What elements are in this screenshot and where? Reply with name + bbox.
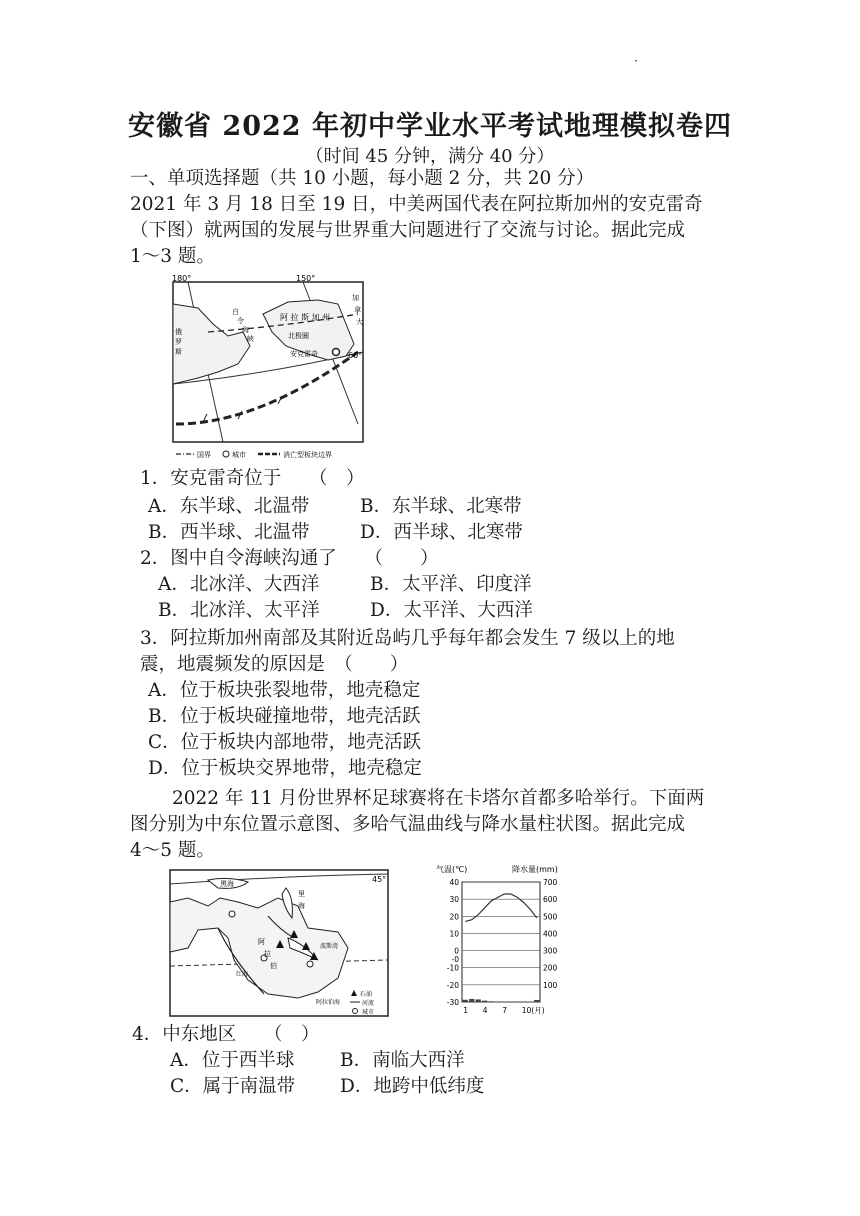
legend-river: 河流 — [362, 1000, 375, 1007]
q3-option-a[interactable]: A．位于板块张裂地带，地壳稳定 — [148, 680, 421, 701]
q1-stem: 1．安克雷奇位于 （ ） — [140, 468, 365, 489]
legend-plate-boundary: 消亡型板块边界 — [283, 451, 332, 459]
label-arabia-1: 阿 — [258, 938, 265, 946]
label-alaska: 阿 拉 斯 加 州 — [280, 313, 331, 322]
q3-option-d[interactable]: D．位于板块交界地带，地壳稳定 — [148, 758, 422, 779]
intro2-line-3: 4～5 题。 — [130, 840, 215, 861]
top-dot: · — [634, 54, 638, 68]
label-arabia-3: 伯 — [270, 962, 277, 970]
chart-y2label: 降水量(mm) — [512, 865, 558, 874]
chart-ylabel: 气温(℃) — [436, 865, 468, 874]
chart-ytick-label: 30 — [449, 895, 459, 905]
precip-bar — [489, 1001, 494, 1002]
label-canada-1: 加 — [352, 294, 359, 302]
lon-150-label: 150° — [296, 274, 316, 283]
label-russia-1: 俄 — [175, 328, 182, 336]
intro2-line-1: 2022 年 11 月份世界杯足球赛将在卡塔尔首都多哈举行。下面两 — [172, 788, 705, 809]
alaska-map — [168, 274, 366, 460]
intro2-line-2: 图分别为中东位置示意图、多哈气温曲线与降水量柱状图。据此完成 — [130, 814, 686, 835]
q3-option-b[interactable]: B．位于板块碰撞地带，地壳活跃 — [148, 706, 421, 727]
q4-option-d[interactable]: D．地跨中低纬度 — [340, 1076, 485, 1097]
label-arabia-2: 拉 — [264, 950, 271, 958]
lon-180-label: 180° — [172, 274, 192, 283]
chart-ytick-label: -20 — [446, 980, 459, 990]
chart-xtick-label: 1 — [463, 1006, 469, 1015]
precip-bar — [528, 1001, 533, 1002]
label-canada-2: 拿 — [354, 306, 361, 314]
chart-y2tick-label: 100 — [543, 980, 558, 990]
chart-ytick-label: -30 — [446, 998, 459, 1007]
q4-stem: 4．中东地区 （ ） — [132, 1024, 320, 1045]
chart-ytick-label: 10 — [449, 929, 459, 939]
chart-xtick-label: 7 — [502, 1006, 508, 1015]
precip-bar — [476, 999, 481, 1002]
label-strait-4: 峡 — [247, 335, 254, 343]
q4-option-b[interactable]: B．南临大西洋 — [340, 1050, 465, 1071]
page-title: 安徽省 2022 年初中学业水平考试地理模拟卷四 — [128, 111, 732, 142]
label-strait-1: 白 — [232, 308, 239, 316]
chart-ytick-label: -0 — [451, 955, 459, 965]
chart-ytick-label: 0 — [454, 946, 459, 956]
label-arctic-circle: 北极圈 — [288, 332, 309, 340]
chart-y2tick-label: 300 — [543, 946, 558, 956]
intro-line-2: （下图）就两国的发展与世界重大问题进行了交流与讨论。据此完成 — [130, 220, 686, 241]
q2-stem: 2．图中自令海峡沟通了 （ ） — [140, 548, 439, 569]
chart-xtick-label: 10(月) — [521, 1006, 545, 1015]
q4-option-c[interactable]: C．属于南温带 — [170, 1076, 296, 1097]
label-persian-gulf: 波斯湾 — [320, 943, 339, 950]
section-heading: 一、单项选择题（共 10 小题，每小题 2 分，共 20 分） — [130, 168, 595, 189]
label-caspian-1: 里 — [298, 890, 305, 898]
chart-ytick-label: 20 — [449, 912, 459, 922]
lat-60-label: 60° — [348, 351, 363, 360]
q3-stem-line-2: 震，地震频发的原因是 （ ） — [140, 654, 409, 675]
q2-option-d[interactable]: D．太平洋、大西洋 — [370, 600, 533, 621]
label-anchorage: 安克雷奇 — [290, 350, 318, 358]
intro-line-1: 2021 年 3 月 18 日至 19 日，中美两国代表在阿拉斯加州的安克雷奇 — [130, 194, 703, 215]
chart-ytick-label: -10 — [446, 963, 459, 973]
lat-45-label: 45° — [372, 875, 387, 884]
chart-ytick-label: 40 — [449, 878, 459, 887]
chart-y2tick-label: 200 — [543, 963, 558, 973]
legend-city: 城市 — [232, 451, 246, 459]
chart-y2tick-label: 700 — [543, 878, 558, 887]
label-arabian-sea: 阿拉伯海 — [316, 999, 341, 1006]
chart-y2tick-label: 400 — [543, 929, 558, 939]
chart-frame — [462, 882, 540, 1002]
q2-option-a[interactable]: A．北冰洋、大西洋 — [158, 574, 320, 595]
label-strait-2: 令 — [237, 317, 244, 325]
label-black-sea: 黑海 — [220, 880, 234, 888]
label-russia-2: 罗 — [175, 338, 182, 346]
chart-y2tick-label: 500 — [543, 912, 558, 922]
doha-climate-chart — [436, 860, 574, 1020]
q2-option-c[interactable]: B．北冰洋、太平洋 — [158, 600, 320, 621]
q1-option-b[interactable]: B．东半球、北寒带 — [360, 496, 522, 517]
q3-stem-line-1: 3．阿拉斯加州南部及其附近岛屿几乎每年都会发生 7 级以上的地 — [140, 628, 675, 649]
chart-y2tick-label: 600 — [543, 895, 558, 905]
label-red-sea: 红海 — [236, 971, 249, 978]
precip-bar — [463, 1000, 468, 1002]
label-strait-3: 海 — [242, 326, 249, 334]
label-caspian-2: 海 — [298, 902, 305, 910]
precip-bar — [469, 999, 474, 1002]
q3-option-c[interactable]: C．位于板块内部地带，地壳活跃 — [148, 732, 422, 753]
chart-xtick-label: 4 — [482, 1006, 488, 1015]
precip-bar — [482, 1001, 487, 1002]
legend-city-2: 城市 — [362, 1009, 375, 1016]
q1-option-a[interactable]: A．东半球、北温带 — [148, 496, 310, 517]
exam-info: （时间 45 分钟，满分 40 分） — [305, 146, 555, 167]
intro-line-3: 1～3 题。 — [130, 246, 215, 267]
q2-option-b[interactable]: B．太平洋、印度洋 — [370, 574, 532, 595]
q4-option-a[interactable]: A．位于西半球 — [170, 1050, 295, 1071]
legend-oil: 石油 — [360, 991, 373, 998]
legend-border: 国界 — [197, 451, 211, 459]
label-canada-3: 大 — [356, 318, 363, 326]
q1-option-c[interactable]: B．西半球、北温带 — [148, 522, 310, 543]
label-russia-3: 斯 — [175, 348, 182, 356]
q1-option-d[interactable]: D．西半球、北寒带 — [360, 522, 523, 543]
precip-bar — [534, 1000, 539, 1002]
middle-east-map — [168, 868, 390, 1018]
